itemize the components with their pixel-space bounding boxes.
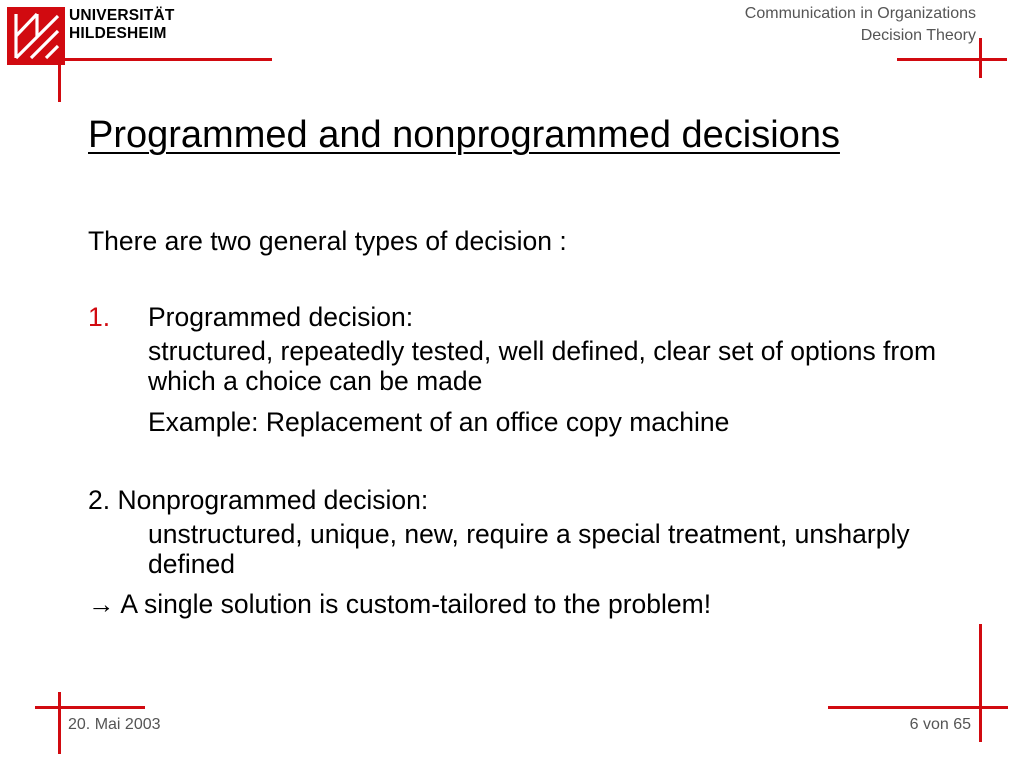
programmed-example: Example: Replacement of an office copy machine (148, 407, 730, 437)
decor-line (58, 58, 272, 61)
university-logo-icon (7, 7, 65, 65)
programmed-description: structured, repeatedly tested, well defined, clear set of options from which a choice can be made (148, 336, 937, 396)
course-title: Communication in Organizations (744, 5, 976, 22)
decor-line (58, 692, 61, 754)
university-name-line2: HILDESHEIM (69, 25, 167, 42)
decor-line (979, 624, 982, 742)
slide-title: Programmed and nonprogrammed decisions (88, 114, 840, 156)
university-name (69, 7, 175, 43)
university-name-line1: UNIVERSITÄT (69, 7, 175, 24)
list-item-label: Programmed decision: (148, 302, 414, 332)
nonprogrammed-description: unstructured, unique, new, require a special treatment, unsharply defined (148, 519, 910, 579)
list-item-programmed (88, 302, 968, 332)
list-number: 1. (88, 302, 111, 332)
slide-body (88, 226, 968, 619)
decor-line (35, 706, 145, 709)
intro-text: There are two general types of decision : (88, 226, 567, 256)
decor-line (979, 38, 982, 78)
course-header (745, 3, 976, 47)
decor-line (897, 58, 1007, 61)
footer-date: 20. Mai 2003 (68, 716, 161, 733)
list-item-nonprogrammed: 2. Nonprogrammed decision: (88, 485, 429, 515)
course-topic: Decision Theory (860, 27, 976, 44)
page-number: 6 von 65 (909, 716, 971, 733)
conclusion-text: → A single solution is custom-tailored to the problem! (88, 589, 712, 619)
